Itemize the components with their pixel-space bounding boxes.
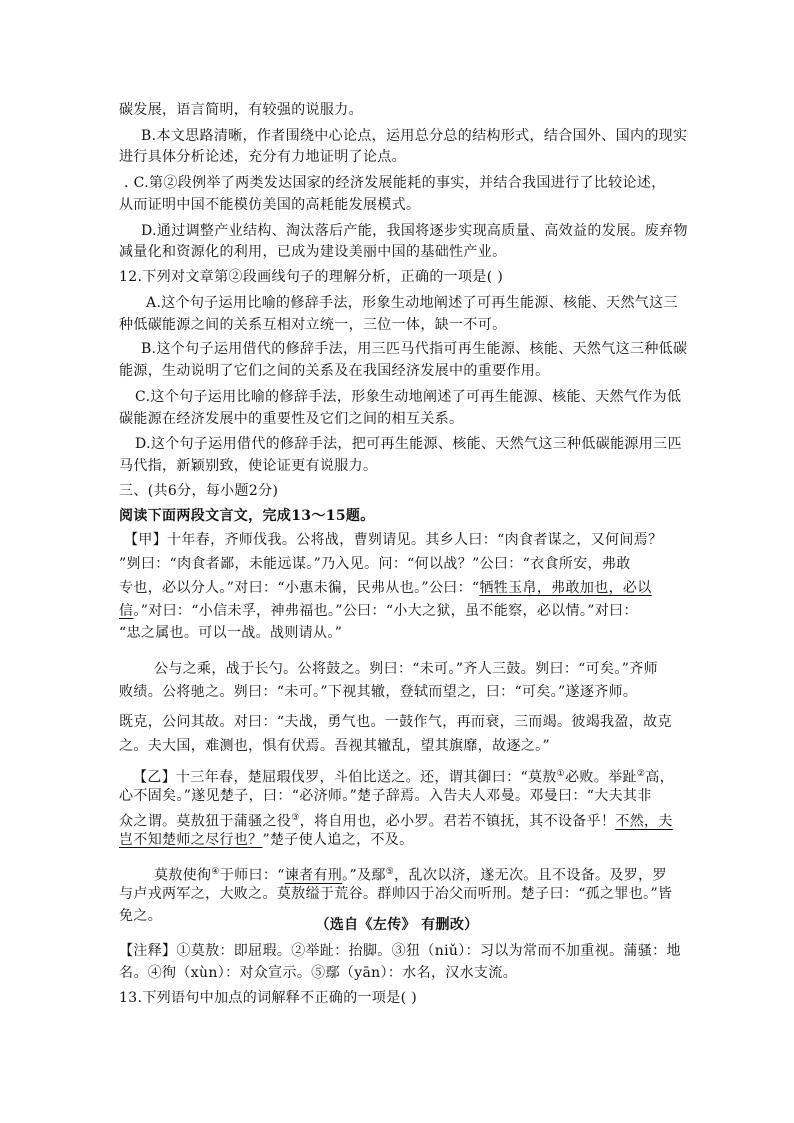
passage-text: 众之谓。莫敖狃于蒲骚之役 (119, 813, 292, 830)
note-marker: ① (556, 769, 566, 779)
section-heading: 三、(共6分，每小题2分) (119, 483, 279, 499)
passage-text: 【乙】十三年春，楚屈瑕伐罗，斗伯比送之。还，谓其御曰：“莫敖 (133, 769, 557, 786)
passage-jia-line: 既克，公问其故。对曰：“夫战，勇气也。一鼓作气，再而衰，三而竭。彼竭我盈，故克 (119, 714, 672, 730)
q11-option-b-line1: B.本文思路清晰，作者围绕中心论点，运用总分总的结构形式，结合国外、国内的现实 (141, 128, 688, 144)
q12-option-c-line1: C.这个句子运用比喻的修辞手法，形象生动地阐述了可再生能源、核能、天然气作为低 (135, 389, 682, 405)
passage-yi-line: 与卢戎两军之，大败之。莫敖缢于荒谷。群帅囚于冶父而听刑。楚子曰：“孤之罪也。”皆 (119, 886, 673, 902)
q11-option-d-line2: 减量化和资源化的利用，已成为建设美丽中国的基础性产业。 (119, 244, 507, 260)
passage-text: 莫敖使徇 (154, 867, 212, 884)
passage-yi-line: 免之。 (119, 908, 163, 924)
underlined-sentence: 岂不知楚师之尽行也？ (119, 832, 263, 848)
passage-text: ，乱次以济，遂无次。且不设备。及罗，罗 (394, 867, 667, 884)
q12-option-b-line2: 能源，生动说明了它们之间的关系及在我国经济发展中的重要作用。 (119, 363, 550, 379)
passage-text: 。”及鄢 (342, 867, 386, 884)
underlined-sentence: 信 (119, 603, 134, 619)
passage-jia-line: 之。夫大国，难测也，惧有伏焉。吾视其辙乱，望其旗靡，故逐之。” (119, 738, 551, 754)
passage-text: ，将自用也，必小罗。君若不镇抚，其不设备乎！ (299, 813, 616, 830)
passage-jia-line (119, 579, 679, 597)
reading-instruction: 阅读下面两段文言文，完成13～15题。 (119, 508, 375, 524)
note-marker: ⑤ (385, 867, 395, 877)
q12-stem: 12.下列对文章第②段画线句子的理解分析，正确的一项是( ) (119, 269, 504, 285)
source-citation: （选自《左传》 有删改） (315, 917, 479, 933)
annotation-line: 名。④徇（xùn）：对众宣示。⑤鄢（yān）：水名，汉水支流。 (119, 965, 518, 981)
passage-yi-line (133, 765, 693, 787)
passage-text: 于师曰：“ (219, 867, 285, 884)
note-marker: ② (636, 769, 646, 779)
annotation-line: 【注释】①莫敖：即屈瑕。②举趾：抬脚。③狃（niǔ）：习以为常而不加重视。蒲骚：地 (119, 943, 681, 959)
q11-option-c-line2: 从而证明中国不能模仿美国的高耗能发展模式。 (119, 197, 421, 213)
q11-option-c-line1: . C.第②段例举了两类发达国家的经济发展能耗的事实，并结合我国进行了比较论述， (124, 175, 666, 191)
passage-jia-line: “忠之属也。可以一战。战则请从。” (119, 625, 343, 641)
passage-jia-line: 公与之乘，战于长勺。公将鼓之。刿曰：“未可。”齐人三鼓。刿曰：“可矣。”齐师 (154, 661, 658, 677)
passage-yi-line (119, 809, 679, 831)
underlined-phrase: 谏者有刑 (284, 867, 343, 884)
passage-jia-line: 败绩。公将驰之。刿曰：“未可。”下视其辙，登轼而望之，曰：“可矣。”遂逐齐师。 (119, 684, 638, 700)
note-marker: ④ (211, 867, 220, 877)
passage-text: 。”对曰：“小信未孚，神弗福也。”公曰：“小大之狱，虽不能察，必以情。”对曰： (133, 603, 638, 619)
q12-option-c-line2: 碳能源在经济发展中的重要性及它们之间的相互关系。 (119, 411, 464, 427)
underlined-sentence: 牺牲玉帛，弗敢加也，必以 (479, 580, 652, 596)
underlined-sentence: 不然，夫 (615, 813, 673, 830)
note-marker: ③ (291, 813, 300, 823)
passage-jia-line: ”刿曰：“肉食者鄙，未能远谋。”乃入见。问：“何以战？”公曰：“衣食所安，弗敢 (119, 556, 631, 572)
q12-option-d-line1: D.这个句子运用借代的修辞手法，把可再生能源、核能、天然气这三种低碳能源用三匹 (135, 436, 682, 452)
passage-yi-line: 心不固矣。”遂见楚子，曰：“必济师。”楚子辞焉。入告夫人邓曼。邓曼曰：“大夫其非 (119, 788, 652, 804)
q11-option-a-tail: 碳发展，语言简明，有较强的说服力。 (119, 102, 363, 118)
q12-option-b-line1: B.这个句子运用借代的修辞手法，用三匹马代指可再生能源、核能、天然气这三种低碳 (141, 341, 688, 357)
passage-jia-line (119, 602, 679, 620)
passage-yi-line (154, 863, 714, 885)
passage-text: ”楚子使人追之，不及。 (262, 832, 414, 848)
q13-stem: 13.下列语句中加点的词解释不正确的一项是( ) (119, 990, 418, 1006)
q12-option-a-line2: 种低碳能源之间的关系互相对立统一，三位一体，缺一不可。 (119, 317, 507, 333)
q12-option-a-line1: A.这个句子运用比喻的修辞手法，形象生动地阐述了可再生能源、核能、天然气这三 (146, 295, 678, 311)
passage-text: 高， (645, 769, 674, 786)
q11-option-b-line2: 进行具体分析论述，充分有力地证明了论点。 (119, 149, 406, 165)
passage-text: 专也，必以分人。”对曰：“小惠未徧，民弗从也。”公曰：“ (119, 580, 480, 596)
passage-yi-line (119, 831, 679, 849)
passage-jia-line: 【甲】十年春，齐师伐我。公将战，曹刿请见。其乡人曰：“肉食者谋之，又何间焉？ (124, 532, 663, 548)
q12-option-d-line2: 马代指，新颖别致，使论证更有说服力。 (119, 458, 378, 474)
q11-option-d-line1: D.通过调整产业结构、淘汰落后产能，我国将逐步实现高质量、高效益的发展。废弃物 (141, 223, 688, 239)
passage-text: 必败。举趾 (565, 769, 637, 786)
